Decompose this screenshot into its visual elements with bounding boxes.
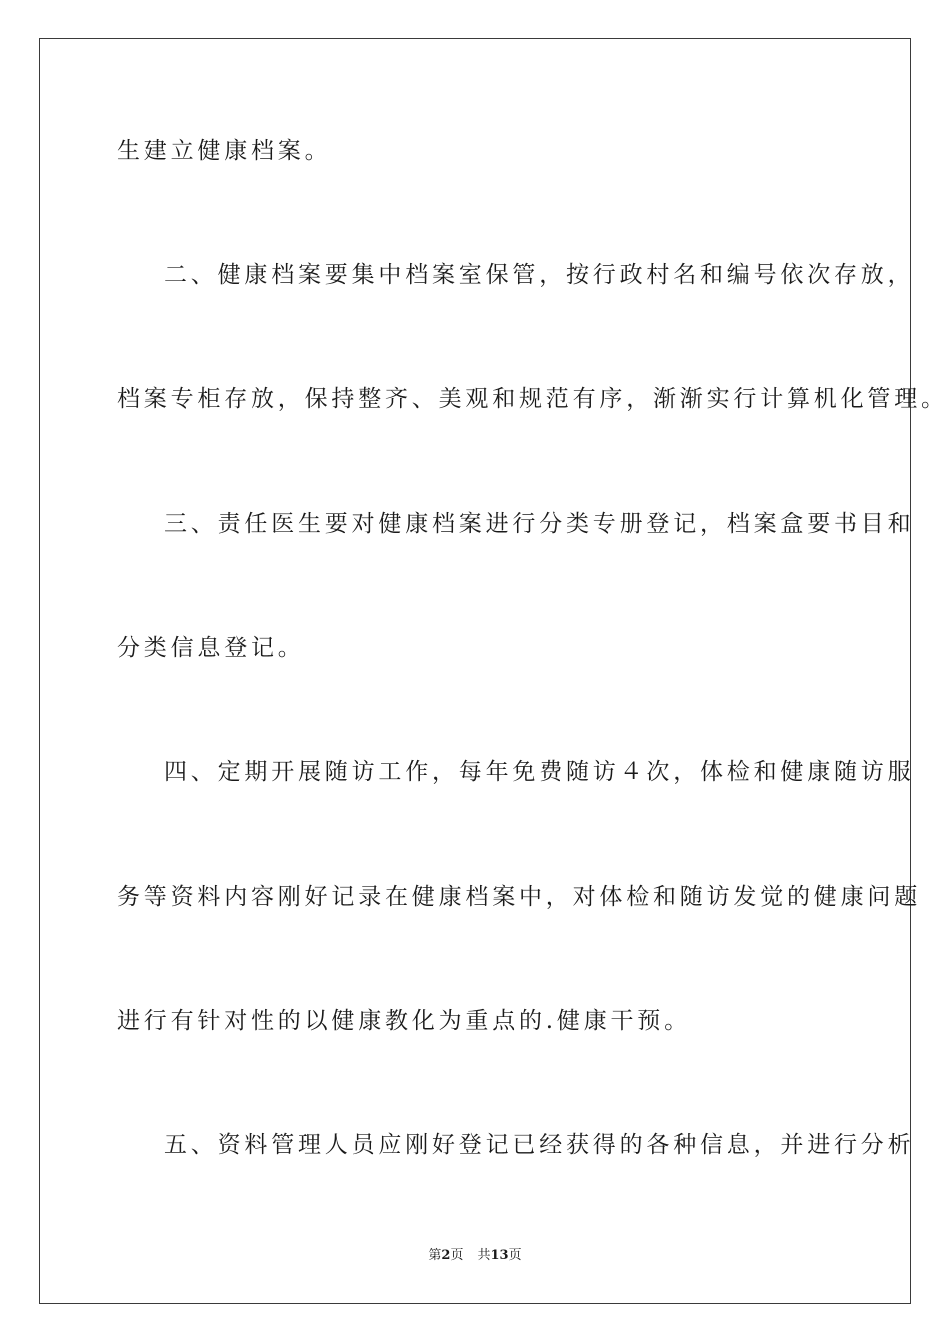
text-line-9: 五、资料管理人员应刚好登记已经获得的各种信息，并进行分析 — [164, 1132, 915, 1158]
page-footer — [0, 1249, 950, 1262]
page-border — [39, 38, 911, 1304]
text-line-2: 二、健康档案要集中档案室保管，按行政村名和编号依次存放， — [164, 262, 915, 288]
text-line-3: 档案专柜存放，保持整齐、美观和规范有序，渐渐实行计算机化管理。 — [117, 386, 948, 412]
text-line-4: 三、责任医生要对健康档案进行分类专册登记，档案盒要书目和 — [164, 511, 915, 537]
page-suffix: 页 — [450, 1248, 464, 1263]
text-line-5: 分类信息登记。 — [117, 635, 305, 661]
page-prefix: 第 — [428, 1248, 442, 1263]
total-prefix: 共 — [477, 1248, 491, 1263]
page-number: 2 — [441, 1248, 451, 1263]
total-suffix: 页 — [508, 1248, 522, 1263]
text-line-7: 务等资料内容刚好记录在健康档案中，对体检和随访发觉的健康问题 — [117, 884, 921, 910]
text-line-1: 生建立健康档案。 — [117, 138, 332, 164]
text-line-8: 进行有针对性的以健康教化为重点的.健康干预。 — [117, 1008, 691, 1034]
text-line-6: 四、定期开展随访工作，每年免费随访４次，体检和健康随访服 — [164, 759, 915, 785]
total-pages: 13 — [490, 1248, 509, 1263]
